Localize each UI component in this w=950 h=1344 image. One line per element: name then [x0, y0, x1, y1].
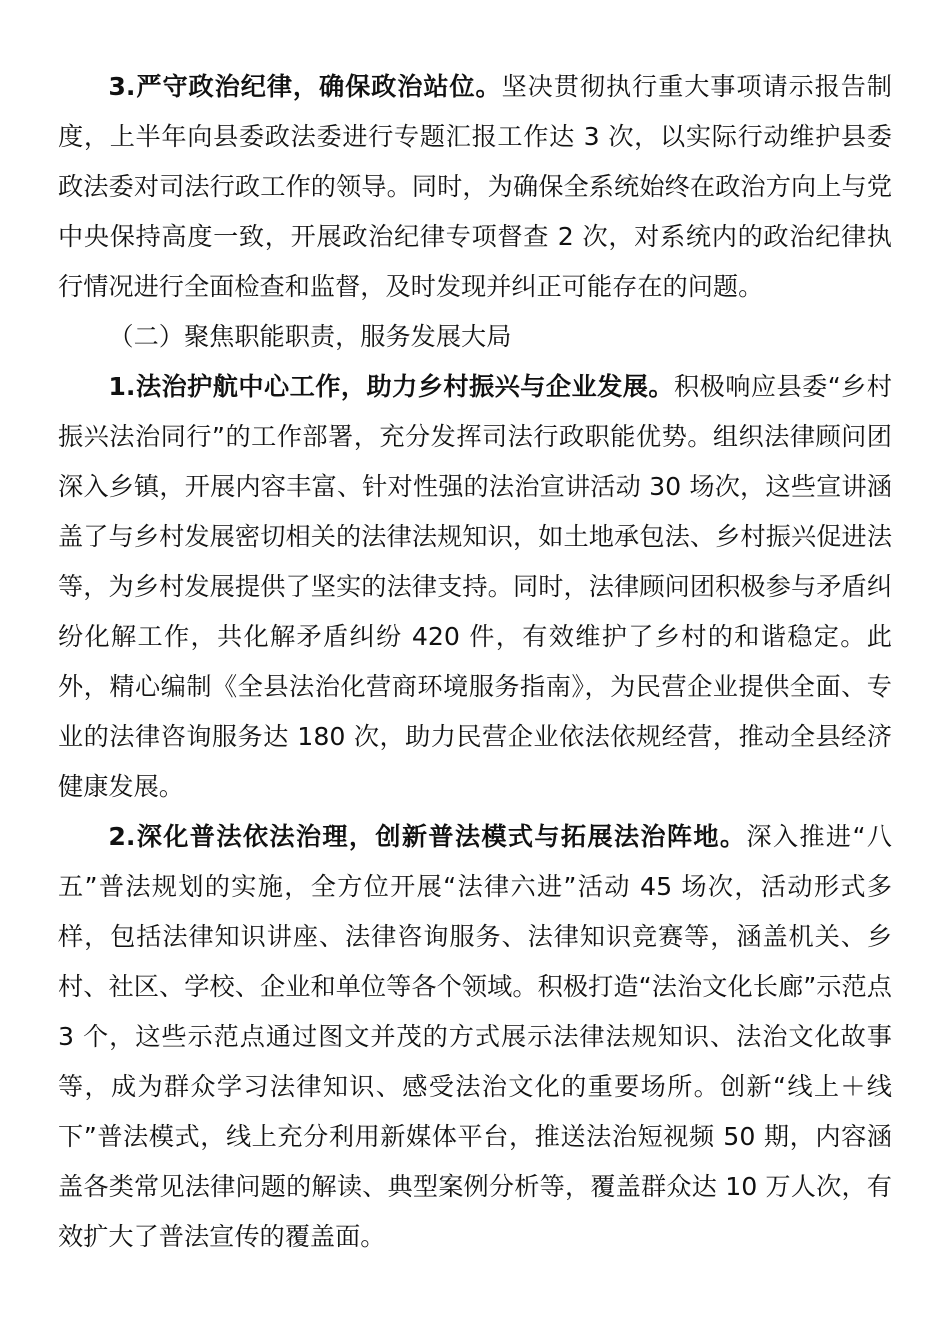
document-body	[58, 62, 892, 1262]
section-heading: （二）聚焦职能职责，服务发展大局	[108, 322, 512, 351]
paragraph-lead: 2.深化普法依法治理，创新普法模式与拓展法治阵地。	[108, 822, 747, 851]
paragraph-political-discipline	[58, 62, 892, 312]
paragraph-lead: 1.法治护航中心工作，助力乡村振兴与企业发展。	[108, 372, 674, 401]
paragraph-lead: 3.严守政治纪律，确保政治站位。	[108, 72, 502, 101]
paragraph-text: 坚决贯彻执行重大事项请示报告制度，上半年向县委政法委进行专题汇报工作达 3 次，以实际行动维护县委政法委对司法行政工作的领导。同时，为确保全系统始终在政治方向上与党中央保持高度一致，开展政治纪律专项督查 2 次，对系统内的政治纪律执行情况进行全面检查和监督，及时发现并纠正可能存在的问题。	[58, 72, 892, 301]
paragraph-rule-of-law-escort	[58, 362, 892, 812]
paragraph-text: 深入推进“八五”普法规划的实施，全方位开展“法律六进”活动 45 场次，活动形式多样，包括法律知识讲座、法律咨询服务、法律知识竞赛等，涵盖机关、乡村、社区、学校、企业和单位等各个领域。积极打造“法治文化长廊”示范点 3 个，这些示范点通过图文并茂的方式展示法律法规知识、法治文化故事等，成为群众学习法律知识、感受法治文化的重要场所。创新“线上＋线下”普法模式，线上充分利用新媒体平台，推送法治短视频 50 期，内容涵盖各类常见法律问题的解读、典型案例分析等，覆盖群众达 10 万人次，有效扩大了普法宣传的覆盖面。	[58, 822, 892, 1251]
paragraph-legal-education	[58, 812, 892, 1262]
paragraph-text: 积极响应县委“乡村振兴法治同行”的工作部署，充分发挥司法行政职能优势。组织法律顾问团深入乡镇，开展内容丰富、针对性强的法治宣讲活动 30 场次，这些宣讲涵盖了与乡村发展密切相关的法律法规知识，如土地承包法、乡村振兴促进法等，为乡村发展提供了坚实的法律支持。同时，法律顾问团积极参与矛盾纠纷化解工作，共化解矛盾纠纷 420 件，有效维护了乡村的和谐稳定。此外，精心编制《全县法治化营商环境服务指南》，为民营企业提供全面、专业的法律咨询服务达 180 次，助力民营企业依法依规经营，推动全县经济健康发展。	[58, 372, 892, 801]
